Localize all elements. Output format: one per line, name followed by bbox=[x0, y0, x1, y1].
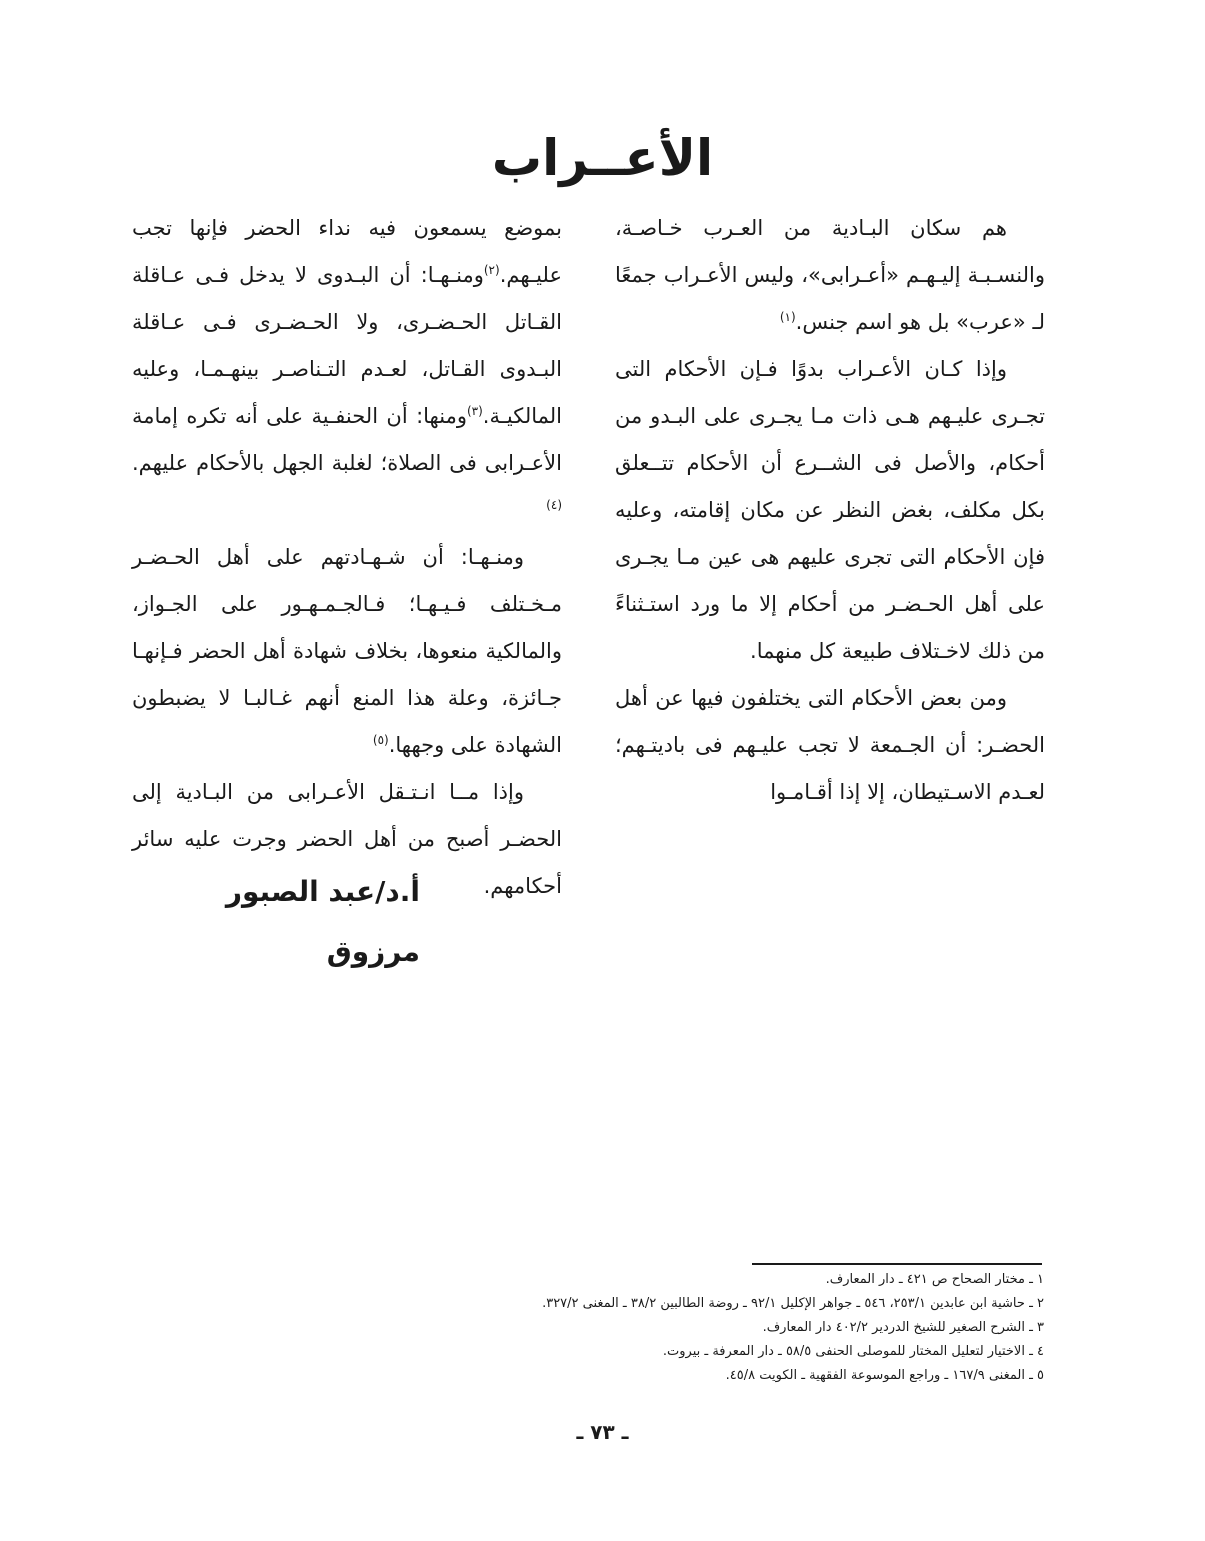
paragraph-text: ومنها: أن الحنفـية على أنه تكره إمامة الأعـرابى فى الصلاة؛ لغلبة الجهل بالأحكام عليهم. bbox=[132, 404, 562, 475]
paragraph bbox=[615, 346, 1045, 675]
footnote-item: ٢ ـ حاشية ابن عابدين ٢٥٣/١، ٥٤٦ ـ جواهر الإكليل ٩٢/١ ـ روضة الطالبين ٣٨/٢ ـ المغنى ٣٢٧/٢. bbox=[542, 1296, 1044, 1311]
author-signature: أ.د/عبد الصبور مرزوق bbox=[225, 875, 420, 968]
footnote-item: ٤ ـ الاختيار لتعليل المختار للموصلى الحنفى ٥٨/٥ ـ دار المعرفة ـ بيروت. bbox=[662, 1344, 1044, 1359]
footnote-reference: (٥) bbox=[372, 733, 389, 747]
footnote-item: ١ ـ مختار الصحاح ص ٤٢١ ـ دار المعارف. bbox=[825, 1272, 1044, 1287]
paragraph bbox=[615, 205, 1045, 346]
paragraph-text: ومنـهـا: أن شـهـادتهم على أهل الحـضـر مـخـتلف فـيـهـا؛ فـالجـمـهـور على الجـواز، والمالكية منعوها، بخلاف شهادة أهل الحضر فـإنهـا جـائزة، وعلة هذا المنع أنهم غـالبـا لا يضبطون الشهادة على وجهها. bbox=[132, 545, 562, 757]
right-column bbox=[615, 205, 1045, 816]
footnote-reference: (٤) bbox=[546, 498, 562, 512]
paragraph bbox=[615, 675, 1045, 816]
paragraph-text: بموضع يسمعون فيه نداء الحضر فإنها تجب عليـهم. bbox=[132, 216, 562, 287]
paragraph-text: وإذا كـان الأعـراب بدوًا فـإن الأحكام التى تجـرى عليـهم هـى ذات مـا يجـرى على البـدو من أحكام، والأصل فى الشــرع أن الأحكام تتــعلق بكل مكلف، بغض النظر عن مكان إقامته، وعليه فإن الأحكام التى تجرى عليهم هى عين مـا يجـرى على أهل الحـضـر من أحكام إلا ما ورد استـثناءً من ذلك لاخـتلاف طبيعة كل منهما. bbox=[615, 357, 1045, 663]
footnote-reference: (١) bbox=[779, 310, 796, 324]
footnote-reference: (٢) bbox=[483, 263, 500, 277]
left-column bbox=[132, 205, 562, 910]
paragraph-text: ومنـهـا: أن البـدوى لا يدخل فـى عـاقلة القـاتل الحـضـرى، ولا الحـضـرى فـى عـاقلة البـدوى القـاتل، لعـدم التـناصـر بينهـمـا، وعليه المالكيـة. bbox=[132, 263, 562, 428]
footnote-divider bbox=[752, 1263, 1042, 1265]
paragraph bbox=[132, 205, 562, 534]
page-number: ـ ٧٣ ـ bbox=[576, 1420, 629, 1444]
footnotes-list bbox=[380, 1268, 1044, 1388]
page-title: الأعــراب bbox=[491, 129, 714, 187]
paragraph-text: ومن بعض الأحكام التى يختلفون فيها عن أهل الحضـر: أن الجـمعة لا تجب عليـهم فى باديتـهم؛ لعـدم الاسـتيطان، إلا إذا أقـامـوا bbox=[615, 686, 1045, 804]
paragraph-text: وإذا مــا انـتـقل الأعـرابى من البـادية إلى الحضـر أصبح من أهل الحضر وجرت عليه سائر أحكامهم. bbox=[132, 780, 562, 898]
footnote-item: ٥ ـ المغنى ١٦٧/٩ ـ وراجع الموسوعة الفقهية ـ الكويت ٤٥/٨. bbox=[725, 1368, 1044, 1383]
footnote-reference: (٣) bbox=[466, 404, 483, 418]
footnote-item: ٣ ـ الشرح الصغير للشيخ الدردير ٤٠٢/٢ دار المعارف. bbox=[762, 1320, 1044, 1335]
paragraph-text: هم سكان البـادية من العـرب خـاصـة، والنسـبـة إليـهـم «أعـرابى»، وليس الأعـراب جمعًا لـ «عرب» بل هو اسم جنس. bbox=[615, 216, 1045, 334]
paragraph bbox=[132, 534, 562, 769]
